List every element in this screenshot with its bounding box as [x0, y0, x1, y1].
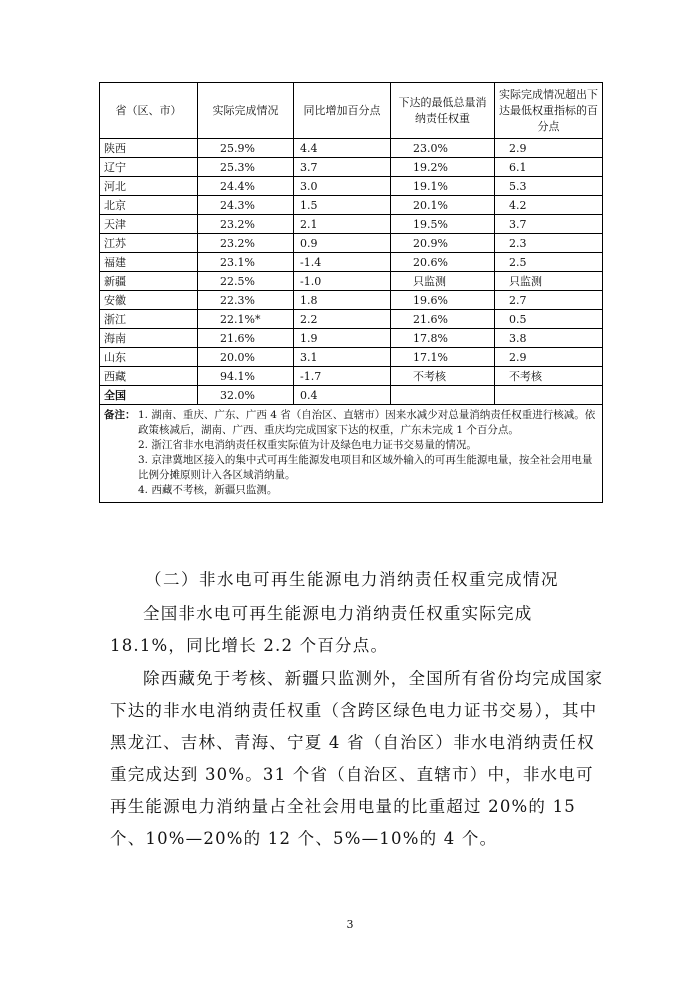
note-text: 1. 湖南、重庆、广东、广西 4 省（自治区、直辖市）因来水减少对总量消纳责任权重进行核减。依政策核减后，湖南、广西、重庆均完成国家下达的权重，广东未完成 1 个百分点。 [138, 409, 596, 436]
province-cell: 山东 [100, 348, 198, 367]
actual-cell: 23.1% [198, 253, 294, 272]
table-total-row [100, 386, 603, 405]
minimum-weight-cell: 只监测 [391, 272, 495, 291]
exceed-cell: 2.3 [495, 234, 603, 253]
minimum-weight-cell: 19.6% [391, 291, 495, 310]
table-row [100, 367, 603, 386]
empty-cell [495, 386, 603, 405]
header-actual: 实际完成情况 [198, 83, 294, 139]
yoy-cell: 3.0 [294, 177, 391, 196]
province-cell: 河北 [100, 177, 198, 196]
province-cell: 江苏 [100, 234, 198, 253]
actual-cell: 24.4% [198, 177, 294, 196]
note-text: 4. 西藏不考核，新疆只监测。 [138, 484, 278, 496]
note-indent [104, 453, 138, 483]
header-yoy: 同比增加百分点 [294, 83, 391, 139]
header-exceed: 实际完成情况超出下达最低权重指标的百分点 [495, 83, 603, 139]
exceed-cell: 5.3 [495, 177, 603, 196]
yoy-cell: 2.1 [294, 215, 391, 234]
yoy-cell: 3.7 [294, 158, 391, 177]
exceed-cell: 2.7 [495, 291, 603, 310]
minimum-weight-cell: 23.0% [391, 139, 495, 158]
table-row [100, 329, 603, 348]
minimum-weight-cell: 19.1% [391, 177, 495, 196]
table-row [100, 139, 603, 158]
actual-cell: 23.2% [198, 234, 294, 253]
notes-label: 备注： [104, 409, 136, 421]
province-cell: 辽宁 [100, 158, 198, 177]
actual-cell: 22.1%* [198, 310, 294, 329]
table-row [100, 158, 603, 177]
exceed-cell: 3.8 [495, 329, 603, 348]
minimum-weight-cell: 19.2% [391, 158, 495, 177]
total-yoy-cell: 0.4 [294, 386, 391, 405]
actual-cell: 22.3% [198, 291, 294, 310]
empty-cell [391, 386, 495, 405]
note-indent [104, 438, 138, 453]
yoy-cell: 4.4 [294, 139, 391, 158]
actual-cell: 24.3% [198, 196, 294, 215]
province-cell: 天津 [100, 215, 198, 234]
minimum-weight-cell: 20.1% [391, 196, 495, 215]
paragraph: 除西藏免于考核、新疆只监测外，全国所有省份均完成国家下达的非水电消纳责任权重（含跨区绿色电力证书交易），其中黑龙江、吉林、青海、宁夏 4 省（自治区）非水电消纳责任权重完成达到 30%。31 个省（自治区、直辖市）中，非水电可再生能源电力消纳量占全社会用电量的比重超过 20%的 15 个、10%—20%的 12 个、5%—10%的 4 个。 [110, 669, 604, 848]
note-item [104, 453, 598, 483]
actual-cell: 94.1% [198, 367, 294, 386]
minimum-weight-cell: 17.8% [391, 329, 495, 348]
actual-cell: 23.2% [198, 215, 294, 234]
paragraph: 全国非水电可再生能源电力消纳责任权重实际完成 18.1%，同比增长 2.2 个百分点。 [110, 604, 533, 655]
actual-cell: 25.9% [198, 139, 294, 158]
minimum-weight-cell: 21.6% [391, 310, 495, 329]
table-row [100, 310, 603, 329]
note-text: 2. 浙江省非水电消纳责任权重实际值为计及绿色电力证书交易量的情况。 [138, 439, 477, 451]
table-row [100, 234, 603, 253]
total-label-cell: 全国 [100, 386, 198, 405]
actual-cell: 21.6% [198, 329, 294, 348]
minimum-weight-cell: 不考核 [391, 367, 495, 386]
header-province: 省（区、市） [100, 83, 198, 139]
table-row [100, 253, 603, 272]
province-cell: 安徽 [100, 291, 198, 310]
yoy-cell: 1.5 [294, 196, 391, 215]
yoy-cell: -1.0 [294, 272, 391, 291]
table-row [100, 177, 603, 196]
exceed-cell: 3.7 [495, 215, 603, 234]
province-cell: 陕西 [100, 139, 198, 158]
province-cell: 浙江 [100, 310, 198, 329]
total-actual-cell: 32.0% [198, 386, 294, 405]
exceed-cell: 2.9 [495, 348, 603, 367]
yoy-cell: -1.4 [294, 253, 391, 272]
table-row [100, 272, 603, 291]
province-cell: 西藏 [100, 367, 198, 386]
yoy-cell: 1.9 [294, 329, 391, 348]
province-cell: 北京 [100, 196, 198, 215]
exceed-cell: 2.5 [495, 253, 603, 272]
note-item [104, 483, 598, 498]
note-indent [104, 483, 138, 498]
note-item [104, 408, 598, 438]
header-minimum-weight: 下达的最低总量消纳责任权重 [391, 83, 495, 139]
minimum-weight-cell: 20.9% [391, 234, 495, 253]
note-text: 3. 京津冀地区接入的集中式可再生能源发电项目和区域外输入的可再生能源电量，按全社会用电量比例分摊原则计入各区域消纳量。 [138, 454, 593, 481]
actual-cell: 25.3% [198, 158, 294, 177]
province-cell: 海南 [100, 329, 198, 348]
table-row [100, 196, 603, 215]
yoy-cell: 0.9 [294, 234, 391, 253]
exceed-cell: 4.2 [495, 196, 603, 215]
actual-cell: 20.0% [198, 348, 294, 367]
consumption-table [99, 82, 603, 503]
yoy-cell: -1.7 [294, 367, 391, 386]
yoy-cell: 3.1 [294, 348, 391, 367]
province-cell: 福建 [100, 253, 198, 272]
province-cell: 新疆 [100, 272, 198, 291]
table-row [100, 348, 603, 367]
exceed-cell: 0.5 [495, 310, 603, 329]
table-row [100, 291, 603, 310]
table-row [100, 215, 603, 234]
minimum-weight-cell: 20.6% [391, 253, 495, 272]
notes-cell [100, 405, 603, 503]
section-heading: （二）非水电可再生能源电力消纳责任权重完成情况 [145, 570, 559, 589]
exceed-cell: 只监测 [495, 272, 603, 291]
exceed-cell: 6.1 [495, 158, 603, 177]
minimum-weight-cell: 19.5% [391, 215, 495, 234]
yoy-cell: 2.2 [294, 310, 391, 329]
page-number: 3 [346, 918, 354, 931]
minimum-weight-cell: 17.1% [391, 348, 495, 367]
note-item [104, 438, 598, 453]
exceed-cell: 2.9 [495, 139, 603, 158]
yoy-cell: 1.8 [294, 291, 391, 310]
table-header-row [100, 83, 603, 139]
exceed-cell: 不考核 [495, 367, 603, 386]
table-notes-row [100, 405, 603, 503]
actual-cell: 22.5% [198, 272, 294, 291]
